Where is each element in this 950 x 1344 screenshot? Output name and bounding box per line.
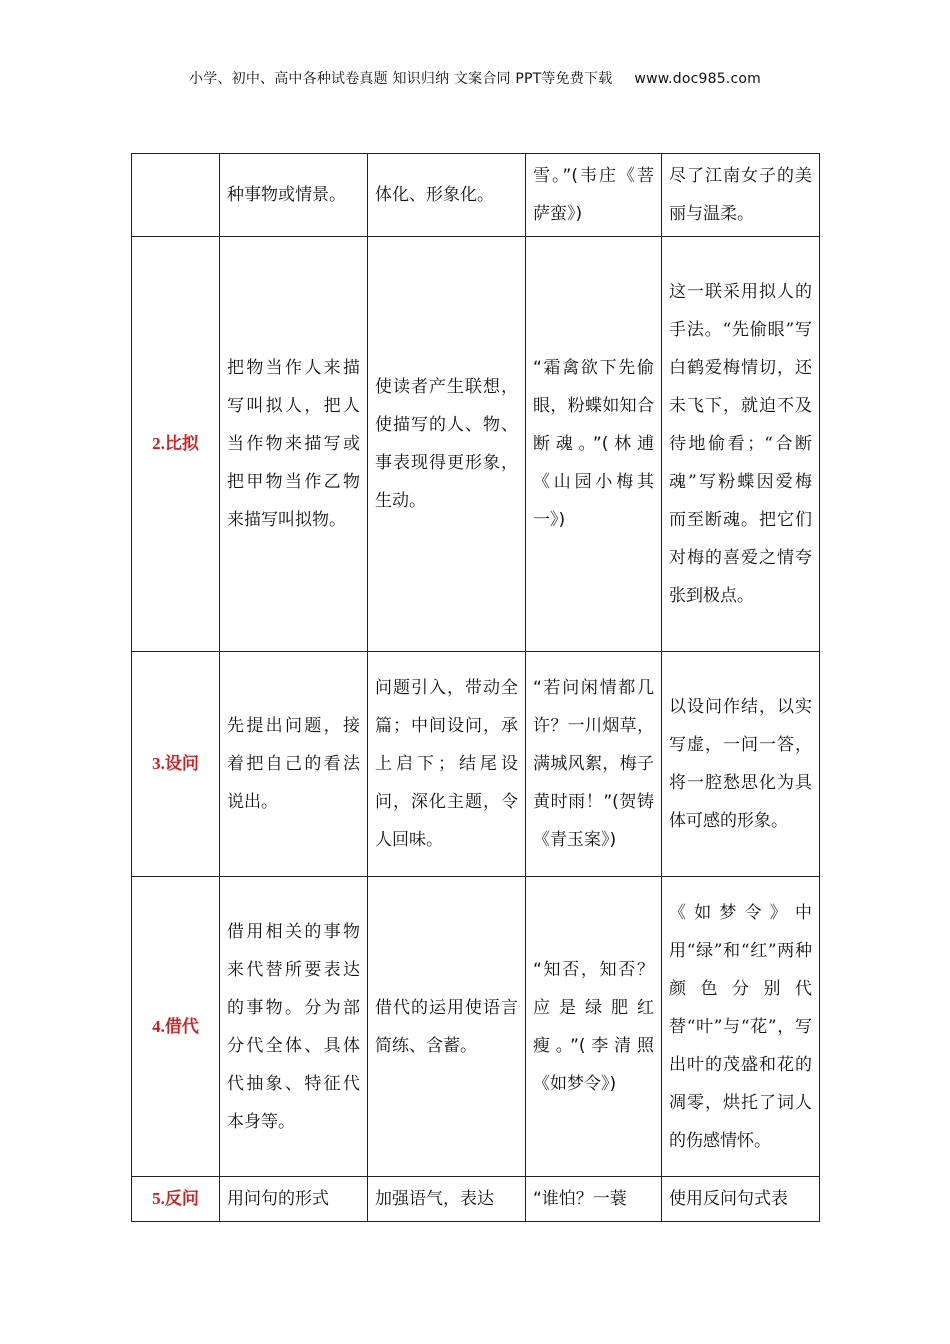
page-header [0, 68, 950, 88]
table-row [132, 154, 820, 237]
example-cell: “若问闲情都几许？一川烟草，满城风絮，梅子黄时雨！”(贺铸《青玉案》) [526, 652, 662, 877]
analysis-cell: 使用反问句式表 [662, 1177, 820, 1222]
definition-cell: 借用相关的事物来代替所要表达的事物。分为部分代全体、具体代抽象、特征代本身等。 [220, 877, 368, 1177]
table-row [132, 877, 820, 1177]
example-cell: “霜禽欲下先偷眼，粉蝶如知合断魂。”(林逋《山园小梅其一》) [526, 237, 662, 652]
analysis-cell: 尽了江南女子的美丽与温柔。 [662, 154, 820, 237]
table-row [132, 1177, 820, 1222]
row-label: 2.比拟 [132, 237, 220, 652]
effect-cell: 加强语气，表达 [368, 1177, 526, 1222]
row-label [132, 154, 220, 237]
example-cell: “谁怕？一蓑 [526, 1177, 662, 1222]
row-label: 4.借代 [132, 877, 220, 1177]
row-label: 3.设问 [132, 652, 220, 877]
analysis-cell: 以设问作结，以实写虚，一问一答，将一腔愁思化为具体可感的形象。 [662, 652, 820, 877]
rhetoric-table [131, 153, 820, 1222]
definition-cell: 用问句的形式 [220, 1177, 368, 1222]
analysis-cell: 《如梦令》中用“绿”和“红”两种颜色分别代替“叶”与“花”，写出叶的茂盛和花的凋零，烘托了词人的伤感情怀。 [662, 877, 820, 1177]
header-text: 小学、初中、高中各种试卷真题 知识归纳 文案合同 PPT等免费下载 [189, 71, 613, 87]
example-cell: “知否，知否？应是绿肥红瘦。”(李清照《如梦令》) [526, 877, 662, 1177]
definition-cell: 种事物或情景。 [220, 154, 368, 237]
analysis-cell: 这一联采用拟人的手法。“先偷眼”写白鹤爱梅情切，还未飞下，就迫不及待地偷看；“合断魂”写粉蝶因爱梅而至断魂。把它们对梅的喜爱之情夸张到极点。 [662, 237, 820, 652]
header-site: www.doc985.com [634, 71, 761, 87]
definition-cell: 先提出问题，接着把自己的看法说出。 [220, 652, 368, 877]
effect-cell: 使读者产生联想，使描写的人、物、事表现得更形象，生动。 [368, 237, 526, 652]
effect-cell: 问题引入，带动全篇；中间设问，承上启下；结尾设问，深化主题，令人回味。 [368, 652, 526, 877]
effect-cell: 借代的运用使语言简练、含蓄。 [368, 877, 526, 1177]
table-row [132, 652, 820, 877]
row-label: 5.反问 [132, 1177, 220, 1222]
definition-cell: 把物当作人来描写叫拟人，把人当作物来描写或把甲物当作乙物来描写叫拟物。 [220, 237, 368, 652]
table-row [132, 237, 820, 652]
effect-cell: 体化、形象化。 [368, 154, 526, 237]
example-cell: 雪。”(韦庄《菩萨蛮》) [526, 154, 662, 237]
